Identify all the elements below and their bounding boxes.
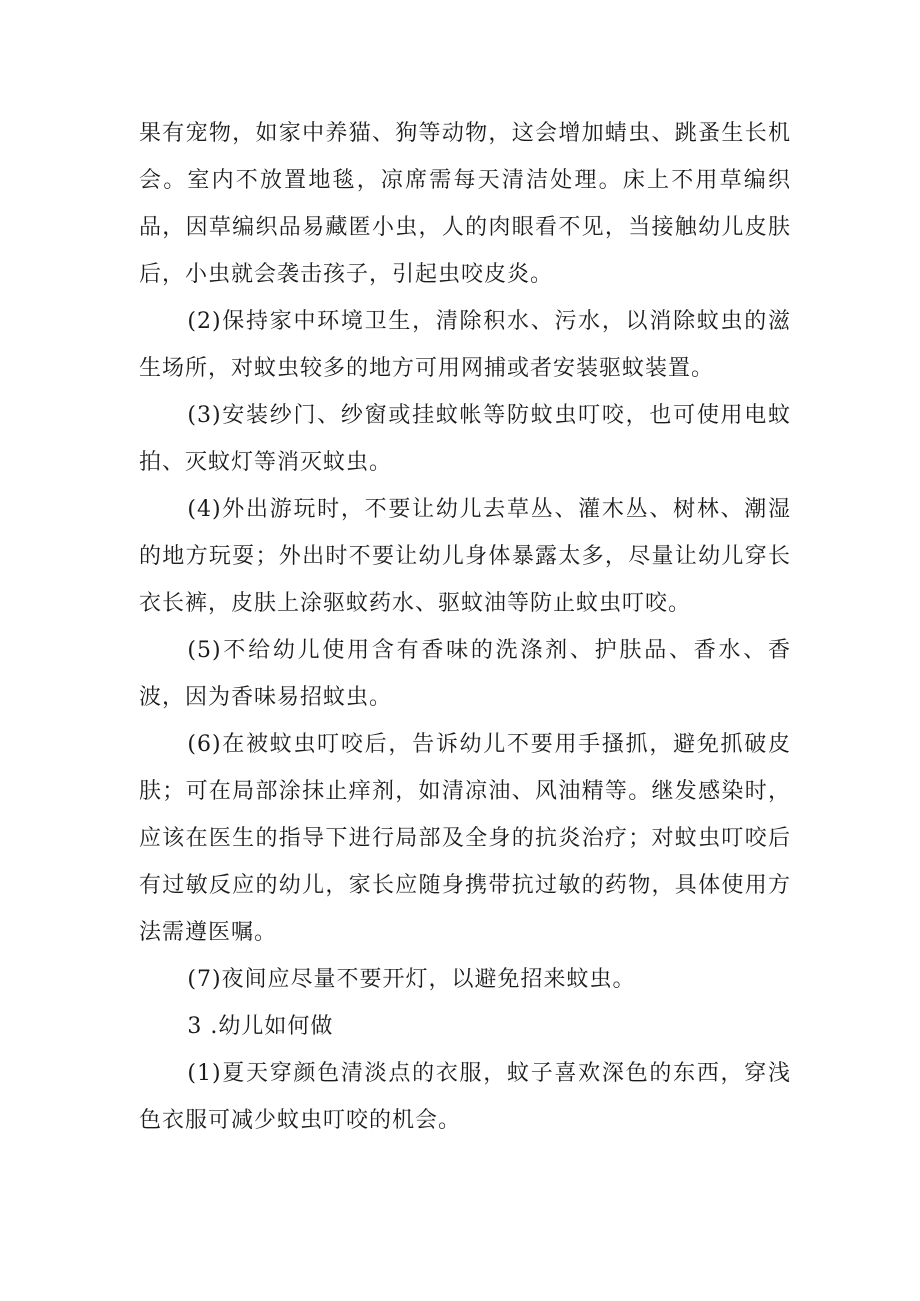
paragraph-item-7: (7)夜间应尽量不要开灯，以避免招来蚊虫。 xyxy=(187,967,636,992)
paragraph-child-item-1: (1)夏天穿颜色清淡点的衣服，蚊子喜欢深色的东西，穿浅色衣服可减少蚊虫叮咬的机会。 xyxy=(139,1061,791,1133)
paragraph-item-6: (6)在被蚊虫叮咬后，告诉幼儿不要用手搔抓，避免抓破皮肤；可在局部涂抹止痒剂，如清凉油、风油精等。继发感染时，应该在医生的指导下进行局部及全身的抗炎治疗；对蚊虫叮咬后有过敏反应的幼儿，家长应随身携带抗过敏的药物，具体使用方法需遵医嘱。 xyxy=(139,732,791,945)
paragraph-item-3: (3)安装纱门、纱窗或挂蚊帐等防蚊虫叮咬，也可使用电蚊拍、灭蚊灯等消灭蚊虫。 xyxy=(139,403,791,475)
paragraph-continued: 果有宠物，如家中养猫、狗等动物，这会增加蜻虫、跳蚤生长机会。室内不放置地毯，凉席需每天清洁处理。床上不用草编织品，因草编织品易藏匿小虫，人的肉眼看不见，当接触幼儿皮肤后，小虫就会袭击孩子，引起虫咬皮炎。 xyxy=(139,121,791,287)
paragraph-item-2: (2)保持家中环境卫生，清除积水、污水，以消除蚊虫的滋生场所，对蚊虫较多的地方可用网捕或者安装驱蚊装置。 xyxy=(139,309,791,381)
section-heading: 3 .幼儿如何做 xyxy=(187,1014,334,1039)
document-body xyxy=(139,110,791,1144)
paragraph-item-5: (5)不给幼儿使用含有香味的洗涤剂、护肤品、香水、香波，因为香味易招蚊虫。 xyxy=(139,638,791,710)
paragraph-item-4: (4)外出游玩时，不要让幼儿去草丛、灌木丛、树林、潮湿的地方玩耍；外出时不要让幼儿身体暴露太多，尽量让幼儿穿长衣长裤，皮肤上涂驱蚊药水、驱蚊油等防止蚊虫叮咬。 xyxy=(139,497,791,616)
